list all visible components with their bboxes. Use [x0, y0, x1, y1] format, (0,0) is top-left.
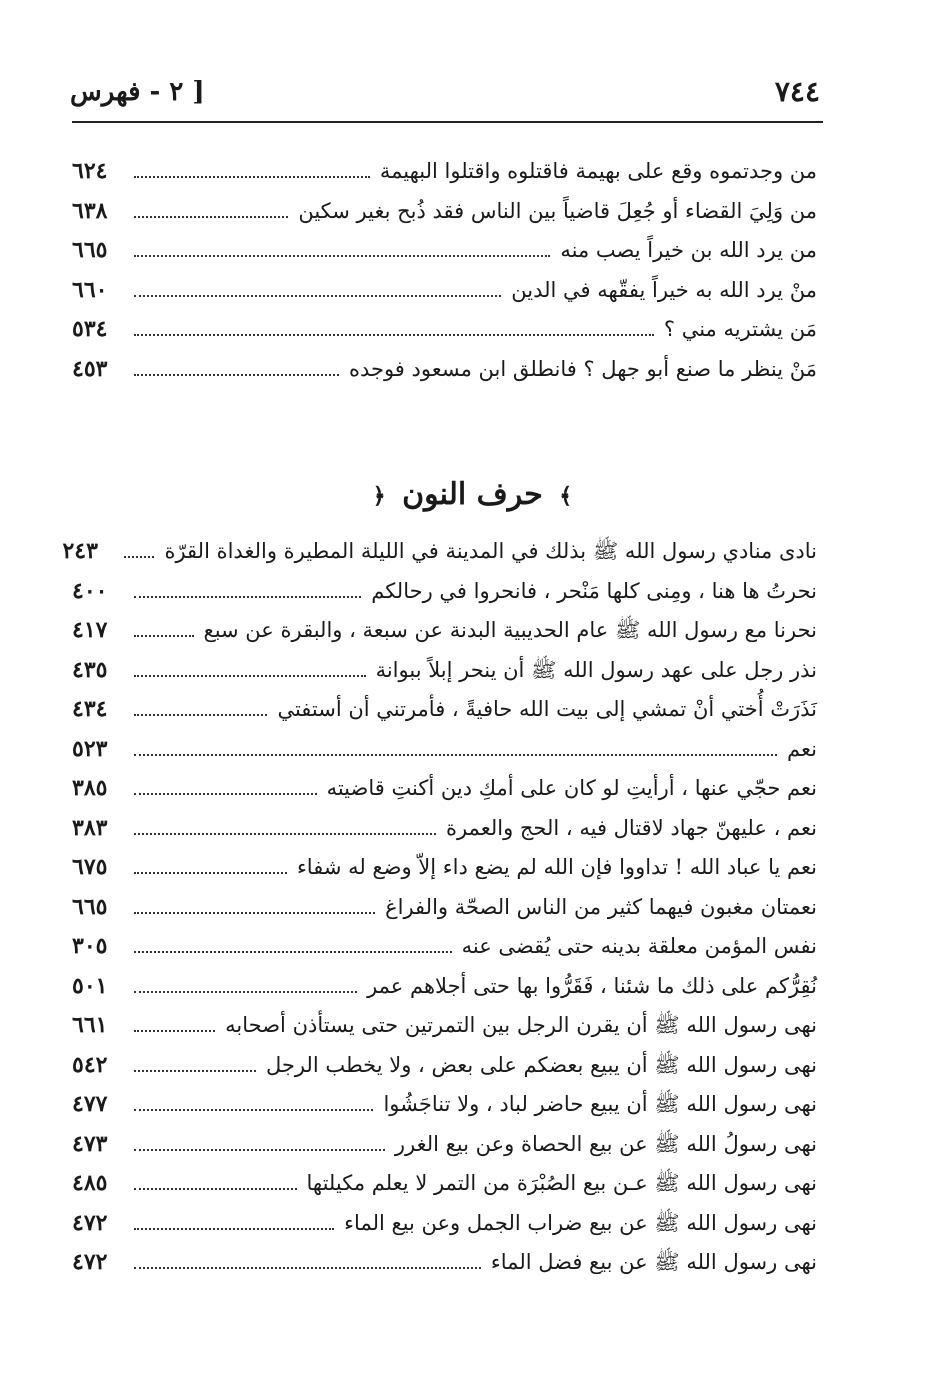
entry-page-number: ٣٠٥ [72, 933, 108, 959]
entry-page-number: ٤٧٣ [72, 1130, 108, 1157]
index-entry [72, 1204, 817, 1244]
entry-page-number: ٤١٧ [72, 617, 108, 643]
entry-text: نهى رسول الله ﷺ عـن بيع الصُبْرَة من التمر لا يعلم مكيلتها [306, 1171, 817, 1195]
dot-leader [124, 556, 154, 558]
entry-text: نذر رجل على عهد رسول الله ﷺ أن ينحر إبلاً ببوانة [375, 657, 817, 682]
dot-leader [134, 1228, 334, 1230]
dot-leader [134, 1070, 256, 1072]
index-entry [72, 809, 817, 849]
dot-leader [134, 176, 370, 178]
entry-page-number: ٥٠١ [72, 972, 108, 999]
entry-page-number: ٤٧٧ [72, 1091, 108, 1117]
entry-text: نعم ، عليهنّ جهاد لاقتال فيه ، الحج والعمرة [445, 815, 817, 840]
section-title: حرف النون [402, 477, 543, 512]
dot-leader [134, 1149, 385, 1151]
index-group-nun [62, 532, 817, 1283]
entry-page-number: ٤٠٠ [72, 577, 108, 604]
index-entry [72, 769, 817, 809]
index-entry [72, 888, 817, 928]
entry-page-number: ٤٧٢ [72, 1249, 108, 1275]
index-entry [72, 231, 817, 271]
dot-leader [134, 295, 501, 297]
dot-leader [134, 596, 361, 598]
entry-text: نهى رسول الله ﷺ أن يبيع حاضر لباد ، ولا تناجَشُوا [383, 1092, 817, 1116]
entry-page-number: ٣٨٥ [72, 775, 108, 801]
entry-text: نُقِرُّكم على ذلك ما شئنا ، فَقَرُّوا بها حتى أجلاهم عمر [367, 973, 817, 998]
entry-page-number: ٢٤٣ [62, 538, 98, 564]
entry-text: نهى رسولُ الله ﷺ عن بيع الحصاة وعن بيع الغرر [394, 1131, 817, 1156]
entry-text: نادى منادي رسول الله ﷺ بذلك في المدينة في الليلة المطيرة والغداة القرّة [164, 539, 817, 563]
entry-text: نعم يا عباد الله ! تداووا فإن الله لم يضع داء إلاّ وضع له شفاء [296, 855, 817, 879]
entry-page-number: ٤٣٥ [72, 656, 108, 683]
index-entry [62, 532, 817, 572]
index-entry [72, 1243, 817, 1283]
dot-leader [134, 334, 654, 336]
entry-page-number: ٦٦١ [72, 1012, 108, 1038]
ornament-right: ﴾ [559, 483, 573, 509]
dot-leader [134, 635, 194, 637]
header-rule [72, 121, 823, 123]
page-number: ٧٤٤ [774, 75, 820, 108]
dot-leader [134, 675, 366, 677]
dot-leader [134, 216, 288, 218]
entry-page-number: ٤٣٤ [72, 696, 108, 722]
entry-text: نعم [787, 736, 817, 761]
entry-text: نهى رسول الله ﷺ أن يقرن الرجل بين التمرتين حتى يستأذن أصحابه [225, 1013, 817, 1037]
index-entry [72, 1125, 817, 1165]
index-entry [72, 572, 817, 612]
running-title: [ ٢ - فهرس [70, 77, 205, 107]
section-heading [0, 470, 945, 521]
entry-text: من وجدتموه وقع على بهيمة فاقتلوه واقتلوا البهيمة [379, 159, 817, 183]
page-header [70, 72, 820, 112]
entry-text: نهى رسول الله ﷺ عن بيع ضراب الجمل وعن بيع الماء [344, 1210, 817, 1235]
entry-text: نفس المؤمن معلقة بدينه حتى يُقضى عنه [461, 934, 817, 958]
entry-page-number: ٦٦٥ [72, 893, 108, 920]
dot-leader [134, 1267, 481, 1269]
dot-leader [134, 1030, 215, 1032]
index-entry [72, 1085, 817, 1125]
index-entry [72, 1164, 817, 1204]
index-entry [72, 310, 817, 350]
index-entry [72, 611, 817, 651]
entry-text: نهى رسول الله ﷺ أن يبيع بعضكم على بعض ، ولا يخطب الرجل [265, 1052, 817, 1077]
index-entry [72, 350, 817, 390]
entry-text: نحرتُ ها هنا ، ومِنى كلها مَنْحر ، فانحروا في رحالكم [371, 578, 817, 603]
ornament-left: ﴿ [372, 483, 386, 509]
dot-leader [134, 872, 287, 874]
entry-text: نعم حجّي عنها ، أرأيتِ لو كان على أمكِ دين أكنتِ قاضيته [326, 776, 817, 800]
entry-text: منْ يرد الله به خيراً يفقّهه في الدين [511, 277, 817, 302]
entry-page-number: ٥٤٢ [72, 1051, 108, 1078]
entry-text: نعمتان مغبون فيهما كثير من الناس الصحّة والفراغ [385, 894, 817, 919]
dot-leader [134, 833, 436, 835]
dot-leader [134, 714, 267, 716]
index-entry [72, 192, 817, 232]
entry-page-number: ٥٣٤ [72, 316, 108, 342]
index-entry [72, 651, 817, 691]
index-entry [72, 848, 817, 888]
entry-text: نَذَرَتْ أُختي أنْ تمشي إلى بيت الله حافيةً ، فأمرتني أن أستفتي [277, 697, 817, 721]
index-entry [72, 271, 817, 311]
dot-leader [134, 912, 375, 914]
entry-text: نهى رسول الله ﷺ عن بيع فضل الماء [490, 1250, 817, 1274]
dot-leader [134, 255, 550, 257]
dot-leader [134, 951, 452, 953]
index-entry [72, 152, 817, 192]
dot-leader [134, 1109, 373, 1111]
entry-page-number: ٦٣٨ [72, 197, 108, 224]
entry-page-number: ٦٦٠ [72, 276, 108, 303]
index-entry [72, 690, 817, 730]
dot-leader [134, 754, 777, 756]
entry-page-number: ٤٨٥ [72, 1170, 108, 1196]
entry-text: مَن يشتريه مني ؟ [663, 317, 817, 341]
entry-text: نحرنا مع رسول الله ﷺ عام الحديبية البدنة عن سبعة ، والبقرة عن سبع [203, 618, 817, 642]
entry-page-number: ٤٧٢ [72, 1209, 108, 1236]
entry-page-number: ٤٥٣ [72, 355, 108, 382]
entry-text: من وَلِيَ القضاء أو جُعِلَ قاضياً بين الناس فقد ذُبح بغير سكين [298, 198, 817, 223]
entry-page-number: ٥٢٣ [72, 735, 108, 762]
index-entry [72, 1006, 817, 1046]
index-entry [72, 927, 817, 967]
entry-page-number: ٦٦٥ [72, 237, 108, 263]
dot-leader [134, 1188, 297, 1190]
entry-text: مَنْ ينظر ما صنع أبو جهل ؟ فانطلق ابن مسعود فوجده [348, 356, 817, 381]
index-group-mim [72, 152, 817, 389]
index-entry [72, 967, 817, 1007]
index-entry [72, 730, 817, 770]
dot-leader [134, 374, 339, 376]
dot-leader [134, 793, 317, 795]
index-entry [72, 1046, 817, 1086]
entry-page-number: ٦٢٤ [72, 158, 108, 184]
entry-page-number: ٣٨٣ [72, 814, 108, 841]
entry-text: من يرد الله بن خيراً يصب منه [560, 238, 817, 262]
entry-page-number: ٦٧٥ [72, 854, 108, 880]
dot-leader [134, 991, 357, 993]
